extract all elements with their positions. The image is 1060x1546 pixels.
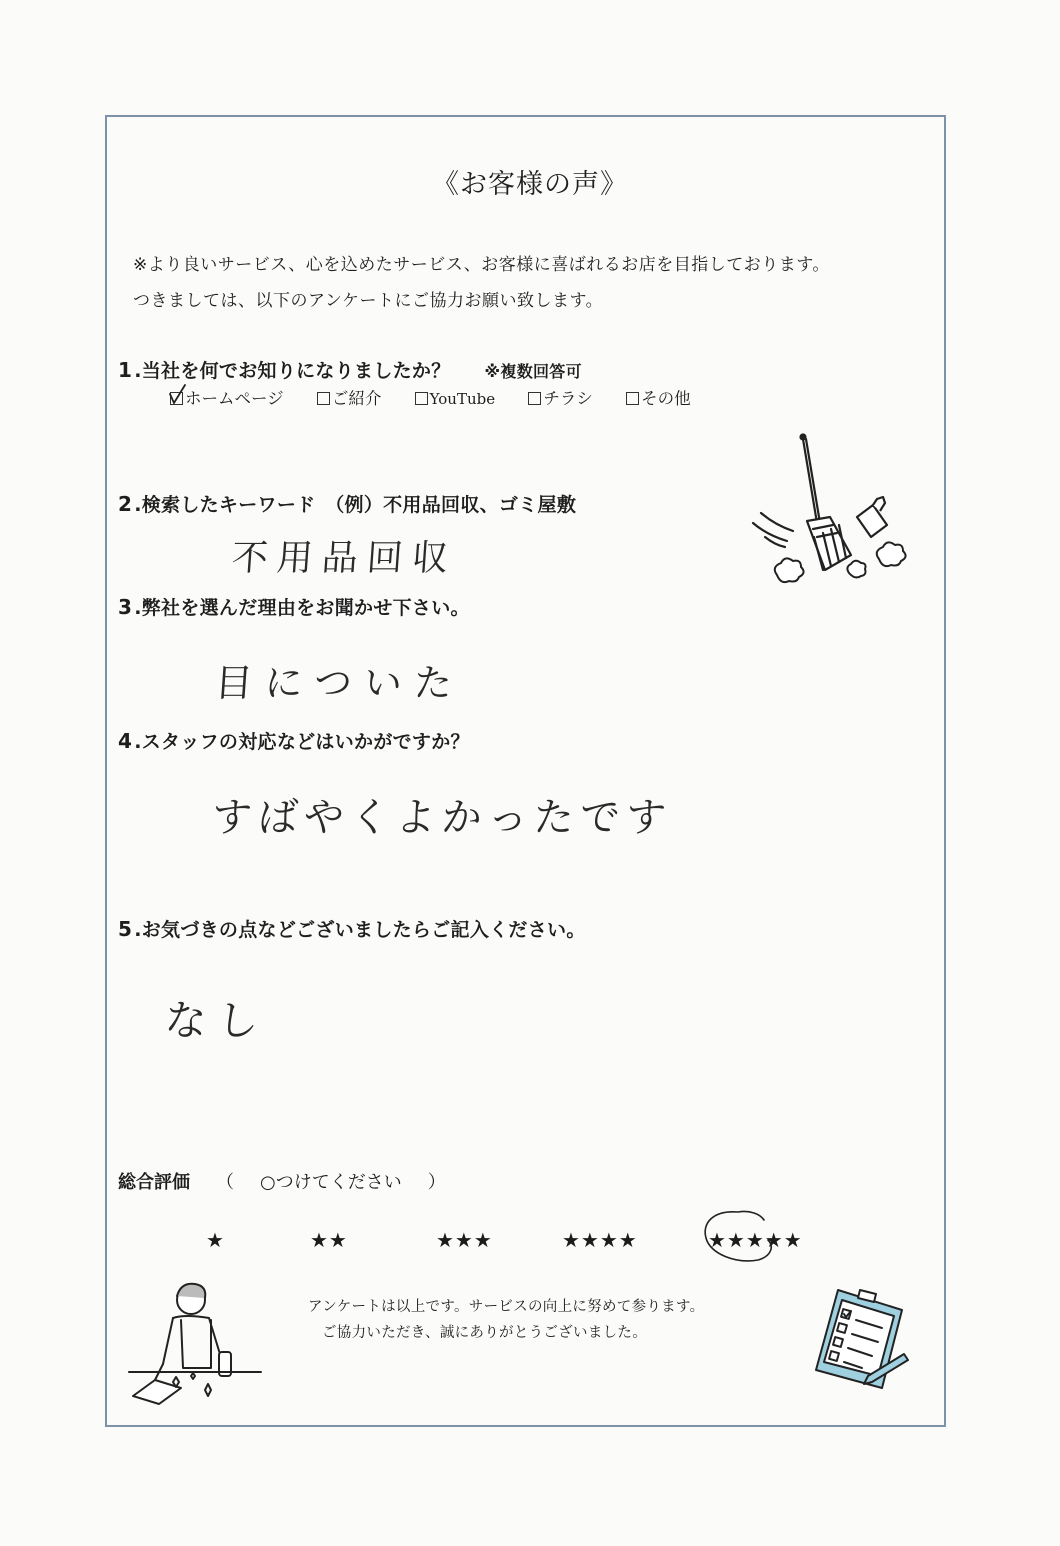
rating-option-5-stars[interactable]: ★★★★★ xyxy=(708,1228,803,1252)
cleaning-staff-illustration xyxy=(125,1272,265,1412)
intro-line-1: ※より良いサービス、心を込めたサービス、お客様に喜ばれるお店を目指しております。 xyxy=(133,255,830,275)
answer-4-handwritten: すばやくよかったです xyxy=(210,795,674,841)
dustpan-icon xyxy=(857,497,887,537)
option-other[interactable]: その他 xyxy=(626,385,691,409)
checkbox-homepage[interactable] xyxy=(170,392,183,405)
checkbox-referral[interactable] xyxy=(317,392,330,405)
rating-instruction: ○つけてください xyxy=(260,1172,402,1193)
checkbox-flyer[interactable] xyxy=(528,392,541,405)
option-referral[interactable]: ご紹介 xyxy=(317,385,382,409)
question-2: 2 .検索したキーワード （例）不用品回収、ゴミ屋敷 xyxy=(118,492,577,516)
intro-line-2: つきましては、以下のアンケートにご協力お願い致します。 xyxy=(133,291,604,311)
multiple-answer-note: ※複数回答可 xyxy=(484,362,582,381)
q1-options xyxy=(170,385,719,409)
answer-2-handwritten: 不用品回収 xyxy=(230,538,459,579)
answer-5-handwritten: なし xyxy=(163,996,271,1045)
question-5: 5 .お気づきの点などございましたらご記入ください。 xyxy=(118,917,586,941)
option-youtube[interactable]: YouTube xyxy=(415,389,495,408)
question-4: 4 .スタッフの対応などはいかがですか？ xyxy=(118,729,470,753)
rating-option-2-stars[interactable]: ★★ xyxy=(310,1228,348,1252)
answer-3-handwritten: 目についた xyxy=(213,661,466,705)
question-1: 1 .当社を何でお知りになりましたか？ ※複数回答可 xyxy=(118,358,582,382)
closing-line-1: アンケートは以上です。サービスの向上に努めて参ります。 xyxy=(308,1299,705,1315)
hand-drawn-circle-mark xyxy=(698,1206,778,1268)
rating-option-1-star[interactable]: ★ xyxy=(206,1228,225,1252)
option-homepage[interactable]: ホームページ xyxy=(170,385,284,409)
clipboard-icon xyxy=(810,1284,910,1394)
question-3: 3 .弊社を選んだ理由をお聞かせ下さい。 xyxy=(118,595,470,619)
checkbox-youtube[interactable] xyxy=(415,392,428,405)
option-flyer[interactable]: チラシ xyxy=(528,385,593,409)
broom-icon xyxy=(745,425,925,595)
survey-frame xyxy=(105,115,946,1427)
rating-option-4-stars[interactable]: ★★★★ xyxy=(562,1228,638,1252)
closing-line-2: ご協力いただき、誠にありがとうございました。 xyxy=(322,1325,648,1341)
overall-rating-label: 総合評価 （ ○つけてください ） xyxy=(118,1172,446,1193)
page-title: 《お客様の声》 xyxy=(432,169,628,200)
rating-option-3-stars[interactable]: ★★★ xyxy=(436,1228,493,1252)
checkbox-other[interactable] xyxy=(626,392,639,405)
check-mark-icon xyxy=(168,384,188,406)
